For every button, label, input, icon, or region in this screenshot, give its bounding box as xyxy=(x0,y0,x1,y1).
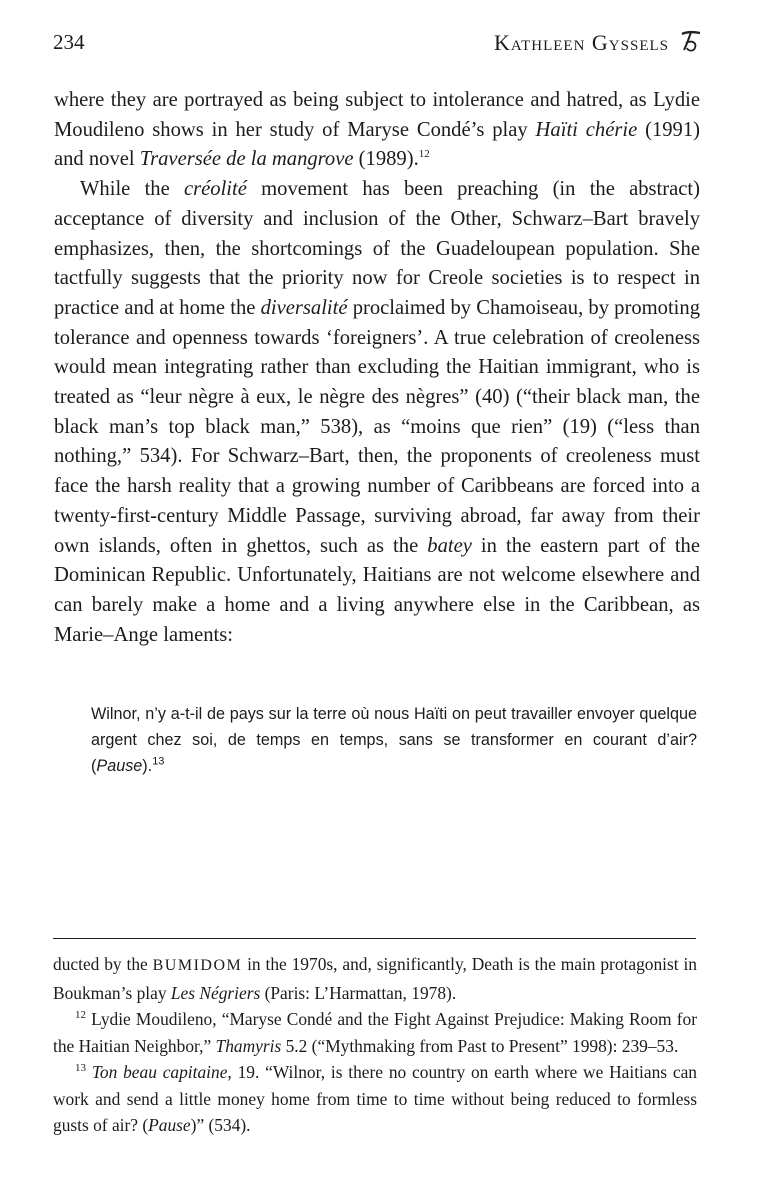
block-quote: Wilnor, n’y a-t-il de pays sur la terre où nous Haïti on peut travailler envoyer quelque argent chez soi, de temps en temps, sans se transformer en courant d’air? (Pause).$^{13}$ xyxy=(91,705,697,775)
paragraph: While the créolité movement has been preaching (in the abstract) acceptance of diversity and inclusion of the Other, Schwarz–Bart bravely emphasizes, then, the shortcomings of the Guadeloupean population. She tactfully suggests that the priority now for Creole societies is to respect in practice and at home the diversalité proclaimed by Chamoiseau, by promoting tolerance and openness towards ‘foreigners’. A true celebration of creoleness would mean integrating rather than excluding the Haitian immigrant, who is treated as “leur nègre à eux, le nègre des nègres” (40) (“their black man, the black man’s top black man,” 538), as “moins que rien” (19) (“less than nothing,” 534). For Schwarz–Bart, then, the proponents of creoleness must face the harsh reality that a growing number of Caribbeans are forced into a twenty-first-century Middle Passage, surviving abroad, far away from their own islands, often in ghettos, such as the batey in the eastern part of the Dominican Republic. Unfortunately, Haitians are not welcome elsewhere and can barely make a home and a living anywhere else in the Caribbean, as Marie–Ange laments: xyxy=(54,178,700,646)
footnote-continuation: ducted by the BUMIDOM in the 1970s, and, significantly, Death is the main protagonist in Boukman’s play Les Négriers (Paris: L’Harmattan, 1978). xyxy=(53,954,697,1003)
paragraph: where they are portrayed as being subject to intolerance and hatred, as Lydie Moudileno shows in her study of Maryse Condé’s play Haïti chérie (1991) and novel Traversée de la mangrove (1989).$^{12}$ xyxy=(54,89,700,171)
footnote-ref-12: 12 xyxy=(418,148,430,161)
footnote-number: 12 xyxy=(75,1009,86,1022)
ornament-icon xyxy=(679,28,703,54)
footnotes xyxy=(53,951,697,1139)
page-header xyxy=(53,24,705,58)
footnote-number: 13 xyxy=(75,1062,86,1075)
footnote-divider xyxy=(53,938,696,939)
running-head: Kathleen Gyssels xyxy=(494,30,669,55)
body-text xyxy=(54,86,700,650)
footnote-12: $^{12}$ Lydie Moudileno, “Maryse Condé and the Fight Against Prejudice: Making Room for the Haitian Neighbor,” Thamyris 5.2 (“Mythmaking from Past to Present” 1998): 239–53. xyxy=(53,1009,697,1056)
footnote-ref-13: 13 xyxy=(152,755,165,768)
footnote-13: $^{13}$ Ton beau capitaine, 19. “Wilnor, is there no country on earth where we Haitians can work and send a little money home from time to time without being reduced to formless gusts of air? (Pause)” (534). xyxy=(53,1062,697,1135)
page-number: 234 xyxy=(53,30,85,54)
